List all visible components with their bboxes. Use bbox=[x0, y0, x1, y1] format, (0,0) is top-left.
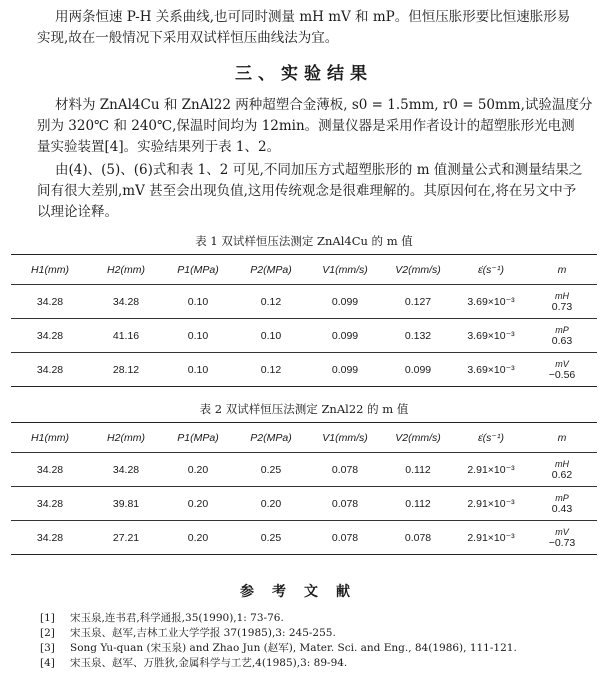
m-symbol: mP bbox=[555, 324, 569, 335]
table-cell: 0.20 bbox=[163, 521, 233, 555]
paragraph2-line-3: 以理论诠释。 bbox=[37, 204, 118, 220]
table-cell: 0.078 bbox=[381, 521, 455, 555]
table-cell: 3.69×10⁻³ bbox=[455, 285, 527, 319]
table-cell: 0.12 bbox=[233, 285, 309, 319]
table-cell: 0.25 bbox=[233, 453, 309, 487]
paragraph1-line-1: 材料为 ZnAl4Cu 和 ZnAl22 两种超塑合金薄板, s0 = 1.5mm, r0 = 50mm,试验温度分 bbox=[55, 97, 593, 113]
section-title: 三、实验结果 bbox=[235, 64, 373, 84]
table-cell: 0.078 bbox=[309, 521, 381, 555]
m-value-cell bbox=[527, 353, 597, 387]
table2-header-row bbox=[11, 423, 597, 453]
m-value: 0.63 bbox=[551, 334, 573, 347]
table-row bbox=[11, 353, 597, 387]
table1-header-cell: V1(mm/s) bbox=[309, 255, 381, 285]
reference-index: [2] bbox=[40, 627, 55, 639]
reference-index: [4] bbox=[40, 657, 55, 669]
m-value-cell bbox=[527, 285, 597, 319]
table-cell: 0.10 bbox=[163, 285, 233, 319]
table-cell: 0.132 bbox=[381, 319, 455, 353]
table-row bbox=[11, 521, 597, 555]
reference-index: [3] bbox=[40, 642, 55, 654]
table2-header-cell: ε̇(s⁻¹) bbox=[455, 423, 527, 453]
m-value-cell bbox=[527, 319, 597, 353]
table-cell: 34.28 bbox=[11, 453, 89, 487]
table2-header-cell: H2(mm) bbox=[89, 423, 163, 453]
m-value: −0.56 bbox=[548, 368, 576, 381]
table-cell: 0.112 bbox=[381, 487, 455, 521]
reference-item bbox=[40, 656, 517, 671]
table-cell: 0.25 bbox=[233, 521, 309, 555]
table-row bbox=[11, 319, 597, 353]
reference-index: [1] bbox=[40, 612, 55, 624]
table-cell: 0.20 bbox=[163, 453, 233, 487]
table1-header-cell: V2(mm/s) bbox=[381, 255, 455, 285]
reference-list bbox=[40, 611, 517, 671]
m-value-cell bbox=[527, 487, 597, 521]
table-cell: 0.112 bbox=[381, 453, 455, 487]
table2-header-cell: H1(mm) bbox=[11, 423, 89, 453]
paragraph2-line-2: 间有很大差别,mV 甚至会出现负值,这用传统观念是很难理解的。其原因何在,将在另文中予 bbox=[37, 183, 577, 199]
m-value: 0.73 bbox=[551, 300, 573, 313]
table-cell: 34.28 bbox=[11, 319, 89, 353]
m-symbol: mH bbox=[555, 458, 569, 469]
table-cell: 0.099 bbox=[309, 353, 381, 387]
table-cell: 0.099 bbox=[309, 319, 381, 353]
table-cell: 39.81 bbox=[89, 487, 163, 521]
m-symbol: mV bbox=[555, 526, 569, 537]
table-cell: 0.20 bbox=[233, 487, 309, 521]
m-value: 0.62 bbox=[551, 468, 573, 481]
table-cell: 0.099 bbox=[309, 285, 381, 319]
reference-text: 宋玉泉,连书君,科学通报,35(1990),1: 73-76. bbox=[70, 612, 284, 624]
table-cell: 2.91×10⁻³ bbox=[455, 453, 527, 487]
table2-header-cell: P1(MPa) bbox=[163, 423, 233, 453]
table1-header-row bbox=[11, 255, 597, 285]
paragraph1-line-3: 量实验装置[4]。实验结果列于表 1、2。 bbox=[37, 139, 281, 155]
paragraph2-line-1: 由(4)、(5)、(6)式和表 1、2 可见,不同加压方式超塑胀形的 m 值测量公式和测量结果之 bbox=[55, 162, 583, 178]
table-cell: 0.10 bbox=[163, 319, 233, 353]
table-cell: 0.12 bbox=[233, 353, 309, 387]
table-cell: 0.20 bbox=[163, 487, 233, 521]
table2-caption: 表 2 双试样恒压法测定 ZnAl22 的 m 值 bbox=[199, 402, 409, 416]
m-value: 0.43 bbox=[551, 502, 573, 515]
table2-header-cell: V1(mm/s) bbox=[309, 423, 381, 453]
m-symbol: mP bbox=[555, 492, 569, 503]
table-cell: 0.10 bbox=[233, 319, 309, 353]
table-cell: 34.28 bbox=[11, 487, 89, 521]
reference-item bbox=[40, 641, 517, 656]
references-title: 参考文献 bbox=[240, 584, 368, 600]
table-cell: 28.12 bbox=[89, 353, 163, 387]
table-cell: 0.127 bbox=[381, 285, 455, 319]
intro-line-2: 实现,故在一般情况下采用双试样恒压曲线法为宜。 bbox=[37, 30, 339, 46]
table-cell: 41.16 bbox=[89, 319, 163, 353]
table-cell: 34.28 bbox=[11, 353, 89, 387]
table1-header-cell: H1(mm) bbox=[11, 255, 89, 285]
table1-caption: 表 1 双试样恒压法测定 ZnAl4Cu 的 m 值 bbox=[195, 234, 413, 248]
table2 bbox=[11, 422, 597, 555]
table2-header-cell: m bbox=[527, 423, 597, 453]
m-symbol: mH bbox=[555, 290, 569, 301]
reference-item bbox=[40, 626, 517, 641]
table1-header-cell: ε̇(s⁻¹) bbox=[455, 255, 527, 285]
table-row bbox=[11, 487, 597, 521]
intro-line-1: 用两条恒速 P-H 关系曲线,也可同时测量 mH mV 和 mP。但恒压胀形要比恒速胀形易 bbox=[55, 9, 571, 25]
reference-text: 宋玉泉、赵军,吉林工业大学学报 37(1985),3: 245-255. bbox=[70, 627, 336, 639]
table-cell: 34.28 bbox=[89, 453, 163, 487]
table1-header-cell: H2(mm) bbox=[89, 255, 163, 285]
reference-item bbox=[40, 611, 517, 626]
reference-text: Song Yu-quan (宋玉泉) and Zhao Jun (赵军), Mater. Sci. and Eng., 84(1986), 111-121. bbox=[70, 642, 517, 654]
table2-header-cell: P2(MPa) bbox=[233, 423, 309, 453]
table1 bbox=[11, 254, 597, 387]
table-cell: 34.28 bbox=[11, 285, 89, 319]
table-cell: 2.91×10⁻³ bbox=[455, 521, 527, 555]
reference-text: 宋玉泉、赵军、万胜狄,金属科学与工艺,4(1985),3: 89-94. bbox=[70, 657, 348, 669]
table-row bbox=[11, 453, 597, 487]
table1-header-cell: m bbox=[527, 255, 597, 285]
table-cell: 0.078 bbox=[309, 487, 381, 521]
m-symbol: mV bbox=[555, 358, 569, 369]
table-cell: 3.69×10⁻³ bbox=[455, 319, 527, 353]
table-cell: 27.21 bbox=[89, 521, 163, 555]
table1-header-cell: P2(MPa) bbox=[233, 255, 309, 285]
table-cell: 0.099 bbox=[381, 353, 455, 387]
table-cell: 0.078 bbox=[309, 453, 381, 487]
m-value-cell bbox=[527, 521, 597, 555]
paragraph1-line-2: 别为 320℃ 和 240℃,保温时间均为 12min。测量仪器是采用作者设计的超塑胀形光电测 bbox=[37, 118, 575, 134]
table-cell: 2.91×10⁻³ bbox=[455, 487, 527, 521]
m-value: −0.73 bbox=[548, 536, 576, 549]
table-cell: 0.10 bbox=[163, 353, 233, 387]
table2-header-cell: V2(mm/s) bbox=[381, 423, 455, 453]
table-cell: 3.69×10⁻³ bbox=[455, 353, 527, 387]
table-cell: 34.28 bbox=[89, 285, 163, 319]
table-row bbox=[11, 285, 597, 319]
table-cell: 34.28 bbox=[11, 521, 89, 555]
table1-header-cell: P1(MPa) bbox=[163, 255, 233, 285]
m-value-cell bbox=[527, 453, 597, 487]
